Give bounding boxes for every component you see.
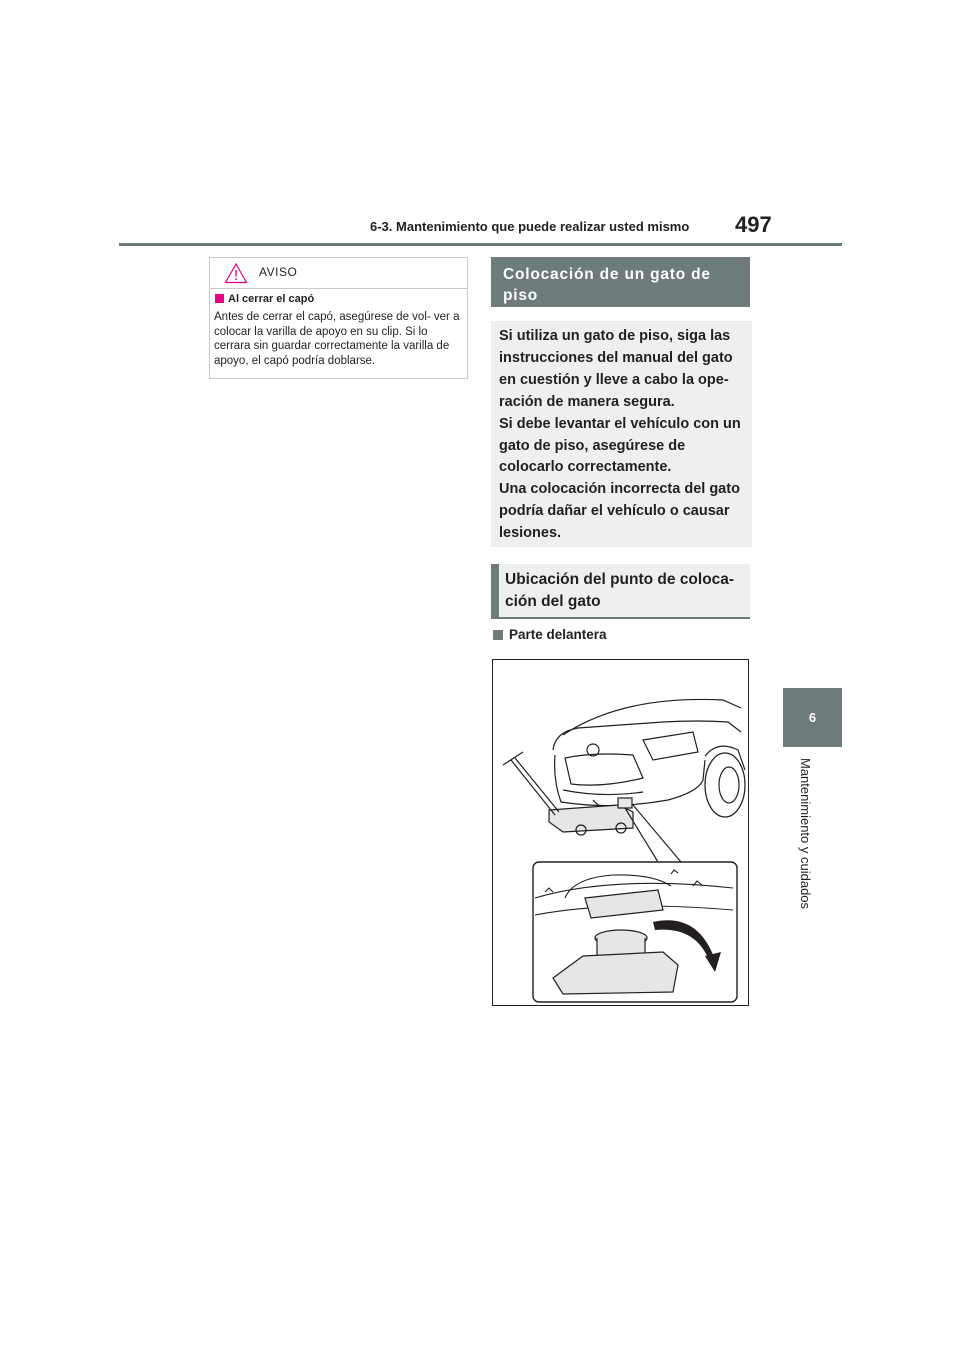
- header-rule: [119, 243, 842, 246]
- jack-intro-paragraph-2: Si debe levantar el vehículo con un gato de piso, asegúrese de colocarlo correctamente.: [499, 415, 741, 476]
- jack-intro-box: [491, 321, 752, 547]
- car-front-outline: [553, 721, 741, 750]
- jack-intro-paragraph-3: Una colocación incorrecta del gato podría dañar el vehículo o causar lesiones.: [499, 481, 740, 542]
- header-section-title: 6-3. Mantenimiento que puede realizar usted mismo: [370, 219, 690, 234]
- jack-saddle: [618, 798, 632, 808]
- car-grille: [565, 754, 643, 785]
- jack-body: [549, 805, 633, 832]
- square-bullet-icon: [493, 630, 503, 640]
- aviso-body: Antes de cerrar el capó, asegúrese de vol- ver a colocar la varilla de apoyo en su clip. Si lo cerrara sin guardar correctamente la varilla de apoyo, el capó podría doblarse.: [214, 311, 460, 367]
- jack-handle: [511, 760, 555, 815]
- front-tire-inner: [719, 767, 739, 803]
- jack-section-heading: Colocación de un gato de piso: [491, 257, 750, 307]
- front-label-text: Parte delantera: [509, 627, 607, 642]
- car-lower-grille: [563, 790, 643, 795]
- aviso-subheading: [215, 293, 314, 305]
- aviso-box: [209, 257, 468, 379]
- car-headlight: [643, 732, 698, 760]
- front-wheel-arch: [705, 746, 745, 770]
- callout-line-left: [625, 808, 658, 862]
- jack-point-illustration: [493, 660, 749, 1006]
- jack-intro-paragraph-1: Si utiliza un gato de piso, siga las instrucciones del manual del gato en cuestión y lleve a cabo la ope- ración de manera segura.: [499, 328, 733, 410]
- chapter-tab[interactable]: 6: [783, 688, 842, 747]
- page-number: 497: [735, 212, 772, 237]
- jack-point-figure: [492, 659, 749, 1006]
- chapter-side-label: [789, 758, 817, 918]
- jack-handle-2: [515, 758, 559, 812]
- warning-triangle-icon: [224, 262, 248, 284]
- square-bullet-icon: [215, 294, 224, 303]
- chapter-title: Mantenimiento y cuidados: [798, 758, 813, 910]
- aviso-header: [210, 258, 467, 289]
- car-roof-line: [563, 699, 741, 735]
- aviso-title: AVISO: [259, 265, 298, 279]
- aviso-subheading-text: Al cerrar el capó: [228, 293, 315, 305]
- location-section-heading: Ubicación del punto de coloca- ción del gato: [491, 564, 750, 619]
- front-label: [493, 627, 607, 642]
